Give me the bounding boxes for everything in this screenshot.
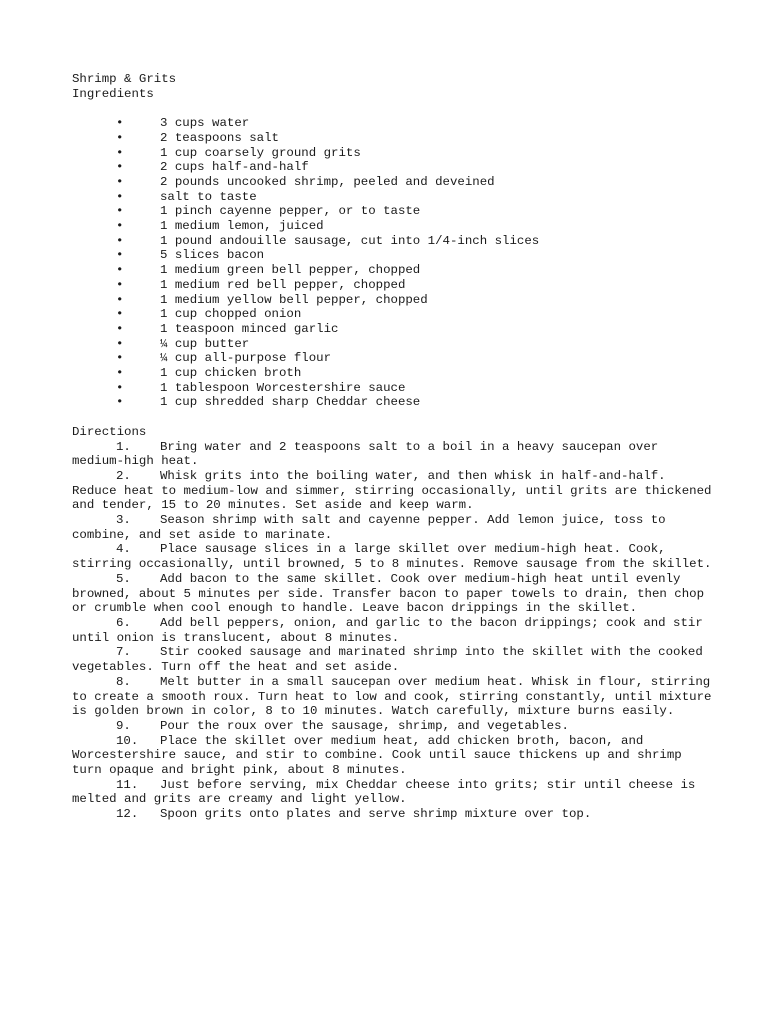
- ingredient-text: 5 slices bacon: [160, 248, 265, 263]
- step-number: 1.: [116, 439, 131, 454]
- ingredient-item: [72, 248, 712, 263]
- ingredient-text: 1 medium lemon, juiced: [160, 219, 324, 234]
- direction-step: [72, 513, 712, 542]
- ingredient-text: 1 teaspoon minced garlic: [160, 321, 339, 336]
- bullet-icon: •: [116, 321, 124, 336]
- step-text: Add bacon to the same skillet. Cook over medium-high heat until evenly browned, about 5 minutes per side. Transfer bacon to paper towels to drain, then chop or crumble when cool enough to handle. Leave bacon drippings in the skillet.: [72, 571, 705, 616]
- step-number: 6.: [116, 615, 131, 630]
- step-text: Place the skillet over medium heat, add chicken broth, bacon, and Worcestershire sauce, and stir to combine. Cook until sauce thickens up and shrimp turn opaque and bright pink, about 8 minutes.: [72, 733, 682, 778]
- ingredient-text: salt to taste: [160, 189, 257, 204]
- bullet-icon: •: [116, 366, 124, 381]
- step-text: Melt butter in a small saucepan over medium heat. Whisk in flour, stirring to create a smooth roux. Turn heat to low and cook, stirring constantly, until mixture is golden brown in color, 8 to 10 minutes. Watch carefully, mixture burns easily.: [72, 674, 712, 719]
- bullet-icon: •: [116, 292, 124, 307]
- direction-step: [72, 778, 712, 807]
- ingredient-item: [72, 351, 712, 366]
- ingredient-item: [72, 204, 712, 219]
- bullet-icon: •: [116, 395, 124, 410]
- step-number: 7.: [116, 645, 131, 660]
- direction-step: [72, 542, 712, 571]
- bullet-icon: •: [116, 248, 124, 263]
- bullet-icon: •: [116, 307, 124, 322]
- direction-step: [72, 807, 712, 822]
- step-text: Whisk grits into the boiling water, and then whisk in half-and-half. Reduce heat to medium-low and simmer, stirring occasionally, until grits are thickened and tender, 15 to 20 minutes. Set aside and keep warm.: [72, 468, 712, 513]
- ingredient-text: 1 pound andouille sausage, cut into 1/4-inch slices: [160, 233, 540, 248]
- ingredient-text: 2 pounds uncooked shrimp, peeled and deveined: [160, 174, 495, 189]
- ingredient-item: [72, 175, 712, 190]
- step-number: 11.: [116, 777, 139, 792]
- bullet-icon: •: [116, 380, 124, 395]
- direction-step: [72, 572, 712, 616]
- step-number: 8.: [116, 674, 131, 689]
- step-text: Stir cooked sausage and marinated shrimp into the skillet with the cooked vegetables. Turn off the heat and set aside.: [72, 645, 703, 675]
- ingredient-item: [72, 337, 712, 352]
- direction-step: [72, 734, 712, 778]
- ingredient-item: [72, 278, 712, 293]
- ingredient-text: 1 cup shredded sharp Cheddar cheese: [160, 395, 421, 410]
- ingredient-item: [72, 219, 712, 234]
- step-number: 9.: [116, 718, 131, 733]
- direction-step: [72, 675, 712, 719]
- bullet-icon: •: [116, 160, 124, 175]
- ingredient-item: [72, 131, 712, 146]
- ingredient-item: [72, 381, 712, 396]
- direction-step: [72, 469, 712, 513]
- step-text: Season shrimp with salt and cayenne pepper. Add lemon juice, toss to combine, and set aside to marinate.: [72, 513, 666, 542]
- ingredient-text: 3 cups water: [160, 116, 250, 131]
- direction-step: [72, 616, 712, 645]
- step-number: 3.: [116, 513, 131, 528]
- ingredient-text: ¼ cup all-purpose flour: [160, 351, 332, 366]
- ingredients-heading: Ingredients: [72, 86, 154, 101]
- step-text: Place sausage slices in a large skillet over medium-high heat. Cook, stirring occasionally, until browned, 5 to 8 minutes. Remove sausage from the skillet.: [72, 542, 712, 572]
- ingredient-item: [72, 146, 712, 161]
- step-number: 12.: [116, 807, 139, 822]
- ingredient-text: 2 cups half-and-half: [160, 160, 309, 175]
- ingredient-text: 1 tablespoon Worcestershire sauce: [160, 380, 406, 395]
- ingredient-item: [72, 160, 712, 175]
- directions-heading: Directions: [72, 424, 147, 439]
- bullet-icon: •: [116, 174, 124, 189]
- ingredient-text: 1 cup chicken broth: [160, 366, 302, 381]
- step-number: 4.: [116, 542, 131, 557]
- bullet-icon: •: [116, 277, 124, 292]
- ingredient-text: 1 cup coarsely ground grits: [160, 145, 361, 160]
- step-text: Just before serving, mix Cheddar cheese into grits; stir until cheese is melted and grits are creamy and light yellow.: [72, 777, 696, 807]
- direction-step: [72, 719, 712, 734]
- bullet-icon: •: [116, 219, 124, 234]
- step-text: Pour the roux over the sausage, shrimp, and vegetables.: [160, 718, 569, 733]
- bullet-icon: •: [116, 189, 124, 204]
- step-text: Add bell peppers, onion, and garlic to the bacon drippings; cook and stir until onion is translucent, about 8 minutes.: [72, 615, 703, 645]
- bullet-icon: •: [116, 351, 124, 366]
- step-number: 10.: [116, 733, 139, 748]
- step-number: 5.: [116, 571, 131, 586]
- directions-list: [72, 440, 712, 822]
- ingredient-item: [72, 395, 712, 410]
- direction-step: [72, 440, 712, 469]
- ingredient-text: 1 pinch cayenne pepper, or to taste: [160, 204, 421, 219]
- bullet-icon: •: [116, 233, 124, 248]
- bullet-icon: •: [116, 263, 124, 278]
- bullet-icon: •: [116, 336, 124, 351]
- ingredient-item: [72, 234, 712, 249]
- direction-step: [72, 645, 712, 674]
- recipe-document: [72, 72, 712, 822]
- recipe-title: Shrimp & Grits: [72, 72, 177, 86]
- ingredient-text: 1 medium green bell pepper, chopped: [160, 263, 421, 278]
- bullet-icon: •: [116, 116, 124, 131]
- ingredient-item: [72, 322, 712, 337]
- ingredient-item: [72, 307, 712, 322]
- bullet-icon: •: [116, 204, 124, 219]
- ingredient-item: [72, 366, 712, 381]
- ingredient-item: [72, 293, 712, 308]
- ingredient-text: 2 teaspoons salt: [160, 130, 279, 145]
- step-text: Spoon grits onto plates and serve shrimp mixture over top.: [160, 807, 592, 822]
- bullet-icon: •: [116, 145, 124, 160]
- ingredient-text: 1 medium red bell pepper, chopped: [160, 277, 406, 292]
- step-number: 2.: [116, 468, 131, 483]
- ingredient-text: ¼ cup butter: [160, 336, 250, 351]
- bullet-icon: •: [116, 130, 124, 145]
- ingredient-text: 1 cup chopped onion: [160, 307, 302, 322]
- step-text: Bring water and 2 teaspoons salt to a boil in a heavy saucepan over medium-high heat.: [72, 439, 659, 469]
- ingredient-item: [72, 116, 712, 131]
- ingredient-text: 1 medium yellow bell pepper, chopped: [160, 292, 428, 307]
- ingredients-list: [72, 116, 712, 410]
- ingredient-item: [72, 263, 712, 278]
- ingredient-item: [72, 190, 712, 205]
